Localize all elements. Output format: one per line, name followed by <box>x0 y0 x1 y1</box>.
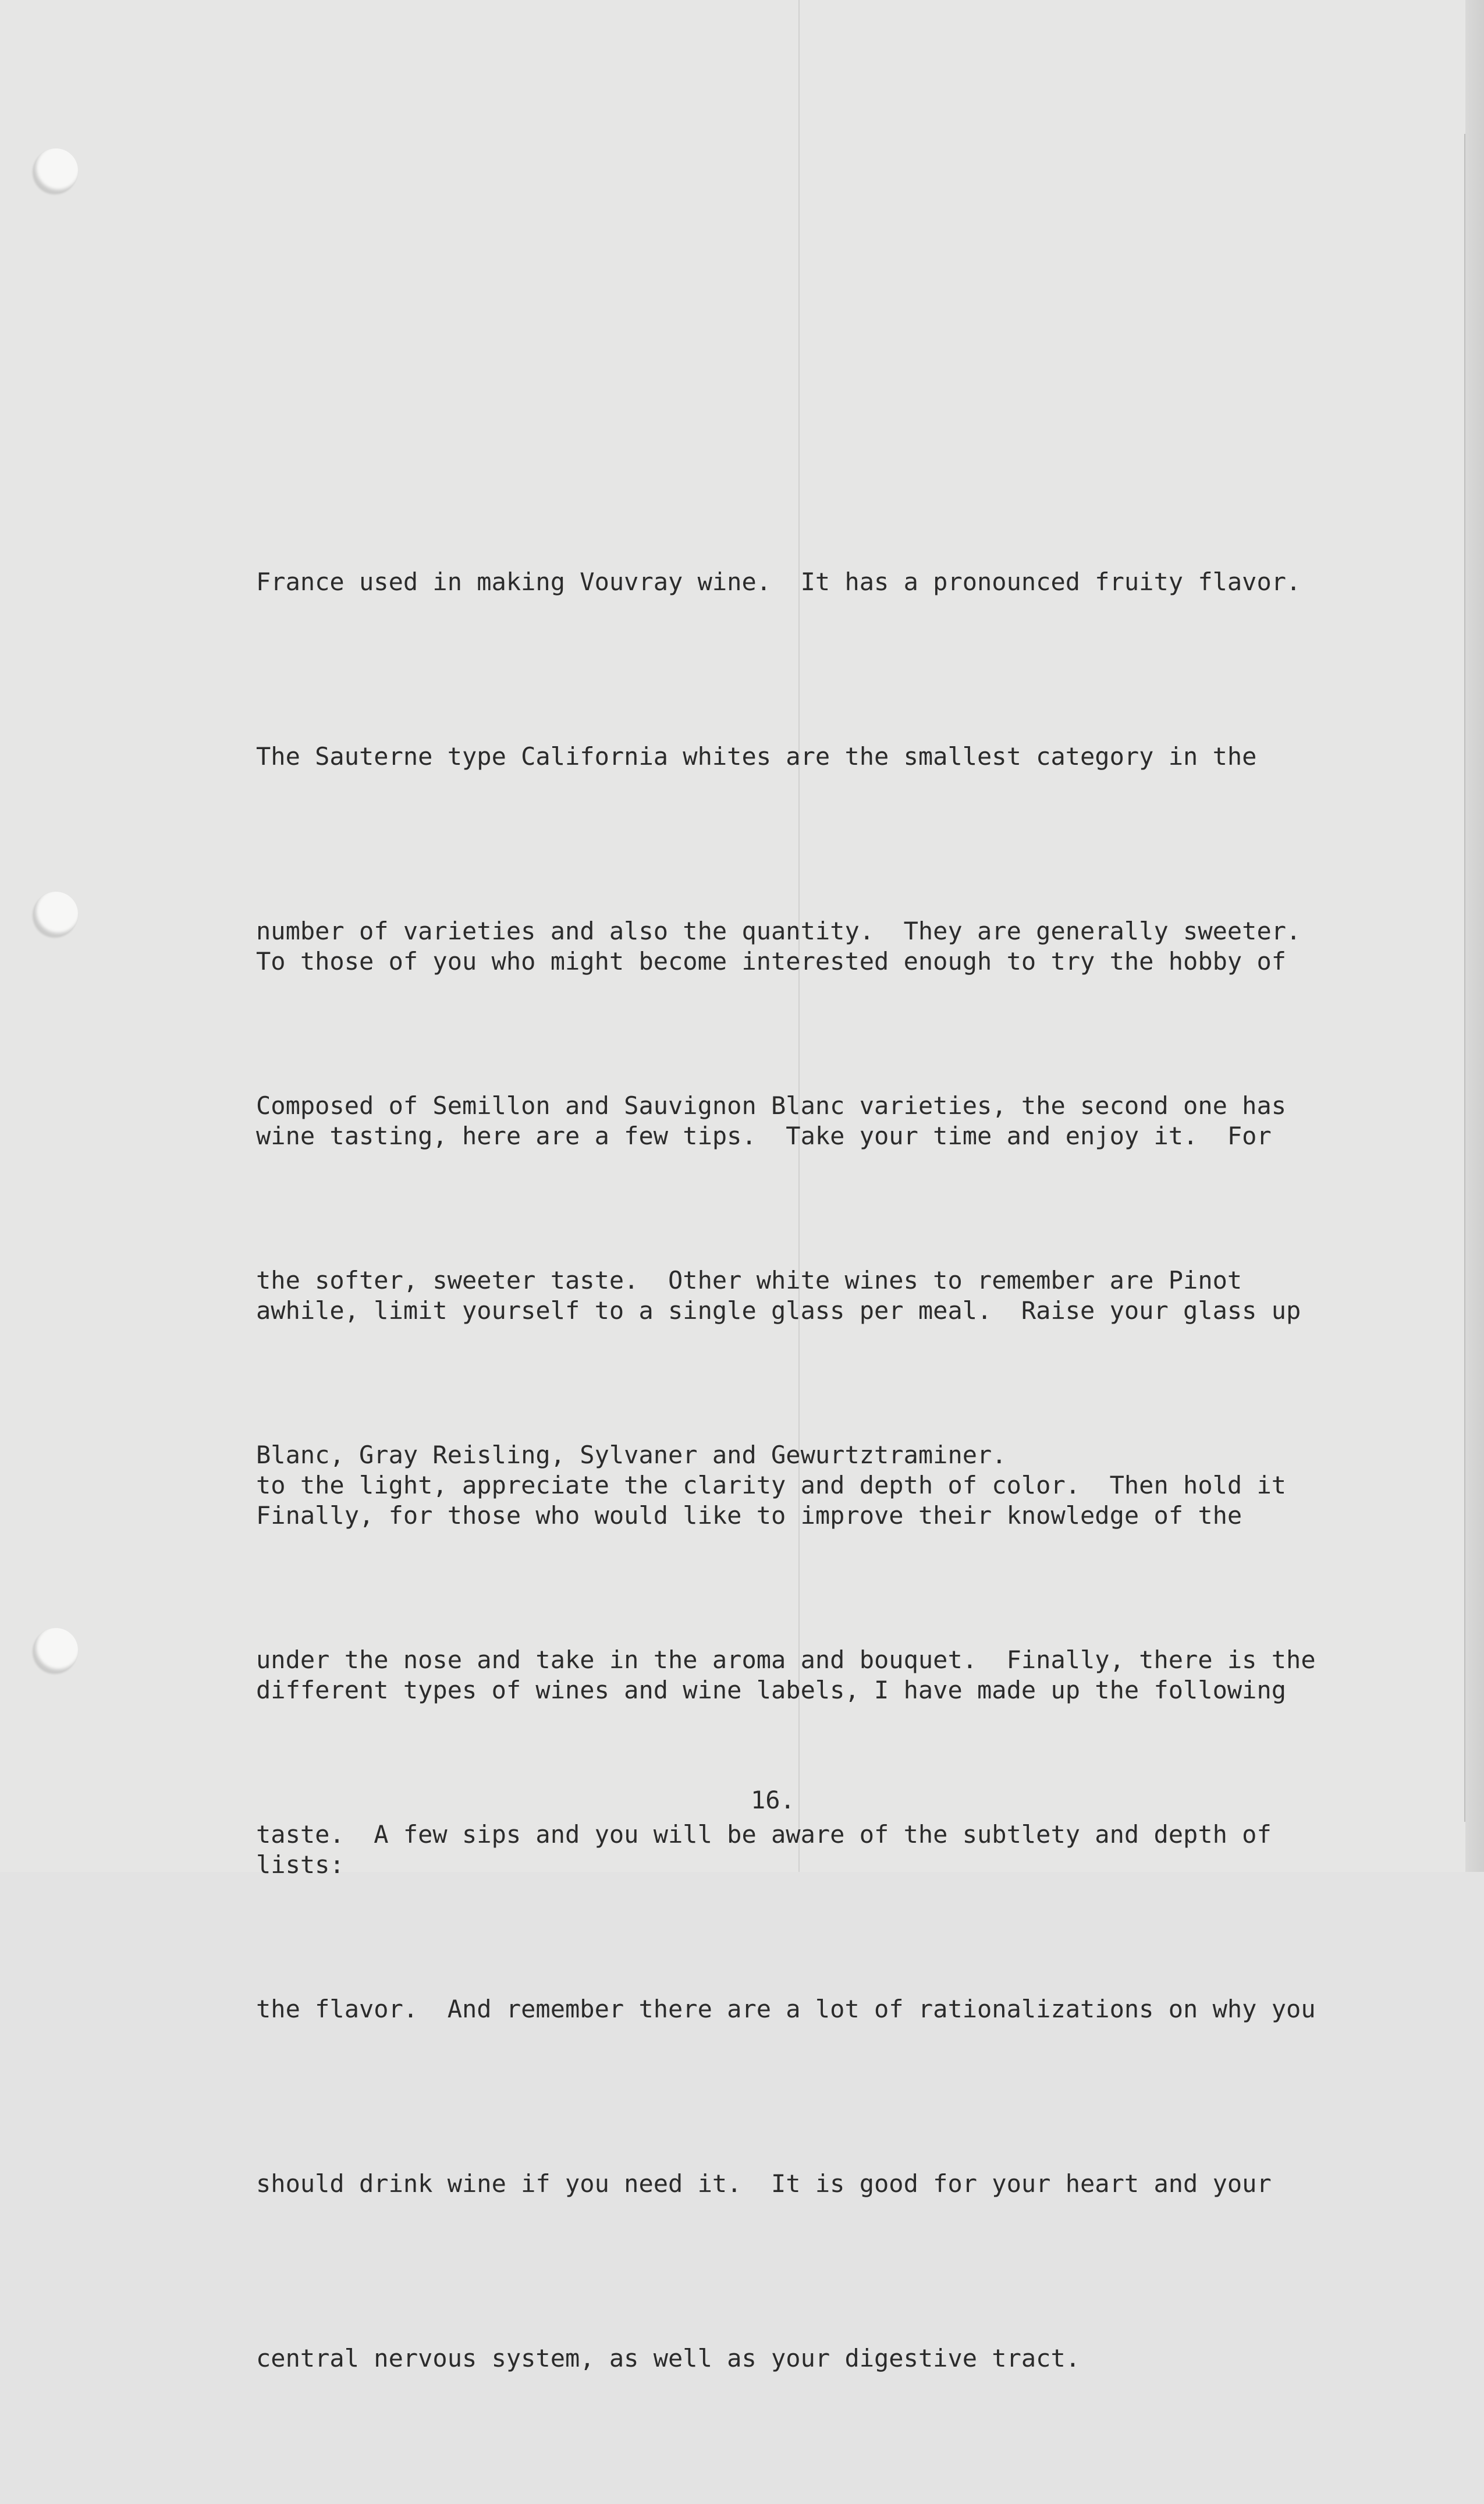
text-line: awhile, limit yourself to a single glass per meal. Raise your glass up <box>256 1296 1301 1325</box>
text-line: France used in making Vouvray wine. It has a pronounced fruity flavor. <box>256 568 1301 596</box>
punch-hole-bottom <box>34 1628 78 1672</box>
text-line: the softer, sweeter taste. Other white wines to remember are Pinot <box>256 1266 1242 1294</box>
text-line: central nervous system, as well as your digestive tract. <box>256 2344 1081 2372</box>
text-line: the flavor. And remember there are a lot of rationalizations on why you <box>256 1995 1316 2023</box>
text-line: different types of wines and wine labels, I have made up the following <box>256 1676 1287 1704</box>
text-line: under the nose and take in the aroma and bouquet. Finally, there is the <box>256 1645 1316 1674</box>
text-line: lists: <box>256 1850 345 1879</box>
text-line: wine tasting, here are a few tips. Take your time and enjoy it. For <box>256 1122 1272 1150</box>
text-line: To those of you who might become interested enough to try the hobby of <box>256 947 1287 976</box>
punch-hole-middle <box>34 892 78 936</box>
text-line: Blanc, Gray Reisling, Sylvaner and Gewurtztraminer. <box>256 1441 1007 1469</box>
text-line: Finally, for those who would like to improve their knowledge of the <box>256 1501 1242 1530</box>
text-line: should drink wine if you need it. It is good for your heart and your <box>256 2169 1272 2198</box>
text-line: number of varieties and also the quantity. They are generally sweeter. <box>256 917 1301 945</box>
page-number: 16. <box>751 1786 795 1814</box>
text-line: taste. A few sips and you will be aware of the subtlety and depth of <box>256 1820 1272 1849</box>
text-line: The Sauterne type California whites are the smallest category in the <box>256 742 1257 771</box>
paragraph-3 <box>256 1370 1327 2010</box>
text-line: to the light, appreciate the clarity and depth of color. Then hold it <box>256 1471 1287 1499</box>
text-line: Composed of Semillon and Sauvignon Blanc varieties, the second one has <box>256 1091 1287 1120</box>
page-edge-shadow <box>1465 0 1484 1872</box>
punch-hole-top <box>34 148 78 193</box>
page-edge-line <box>1464 134 1465 1822</box>
